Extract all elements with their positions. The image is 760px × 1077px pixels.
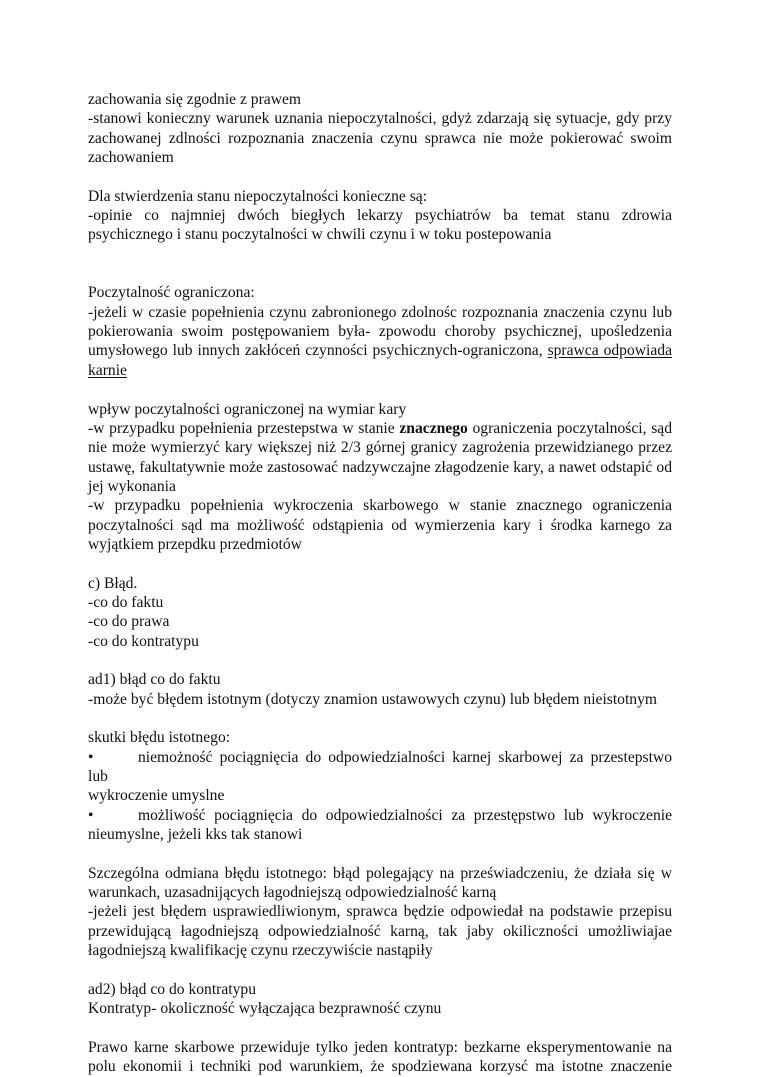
text-line: nieumyslne, jeżeli kks tak stanowi xyxy=(88,826,303,844)
paragraph xyxy=(88,303,672,380)
text-block xyxy=(88,980,672,1019)
text-line: nie może wymierzyć kary większej niż 2/3 górnej granicy zagrożenia przewidzianego przez xyxy=(88,439,672,457)
text-block xyxy=(88,187,672,245)
text-line: łagodniejszą kwalifikację czynu rzeczywiście nastąpiły xyxy=(88,942,433,960)
text-line xyxy=(88,341,672,360)
text-line xyxy=(88,748,672,787)
text-line xyxy=(88,361,672,380)
text-block xyxy=(88,283,672,380)
paragraph xyxy=(88,690,672,709)
text-span: -w przypadku popełnienia przestepstwa w stanie xyxy=(88,419,400,437)
text-line: polu ekonomii i techniki pod warunkiem, że spodziewana korzysć ma istotne znaczenie xyxy=(88,1058,672,1076)
text-line: Dla stwierdzenia stanu niepoczytalności konieczne są: xyxy=(88,187,428,205)
text-block xyxy=(88,864,672,961)
paragraph xyxy=(88,980,672,999)
underlined-text: sprawca odpowiada xyxy=(547,342,672,360)
text-line: przewidującą łagodniejszą odpowiedzialność karną, tak jaby okiliczności umożliwiajae xyxy=(88,922,672,940)
text-line: ustawę, fakultatywnie może zastosować nadzywczajne złagodzenie kary, a nawet odstapić od xyxy=(88,458,672,476)
paragraph xyxy=(88,206,672,245)
text-line: c) Błąd. xyxy=(88,574,138,592)
text-block xyxy=(88,400,672,555)
paragraph xyxy=(88,400,672,419)
paragraph xyxy=(88,90,672,109)
text-line: jej wykonania xyxy=(88,477,176,495)
text-line: wykroczenie umyslne xyxy=(88,787,225,805)
text-line xyxy=(88,419,672,438)
text-block xyxy=(88,90,672,167)
paragraph xyxy=(88,1038,672,1077)
paragraph xyxy=(88,864,672,903)
text-line: -stanowi konieczny warunek uznania niepoczytalności, gdyż zdarzają się sytuacje, gdy przy xyxy=(88,110,672,128)
paragraph xyxy=(88,999,672,1018)
text-line: Poczytalność ograniczona: xyxy=(88,284,255,302)
text-line: -jeżeli jest błędem usprawiedliwionym, sprawca będzie odpowiedał na podstawie przepisu xyxy=(88,903,672,921)
text-line: -co do prawa xyxy=(88,613,170,631)
paragraph xyxy=(88,593,672,612)
paragraph xyxy=(88,496,672,554)
text-line: skutki błędu istotnego: xyxy=(88,729,231,747)
paragraph xyxy=(88,419,672,496)
bold-text: znacznego xyxy=(399,419,468,437)
text-line: -co do faktu xyxy=(88,593,164,611)
paragraph xyxy=(88,728,672,747)
text-block xyxy=(88,574,672,651)
text-line: Kontratyp- okoliczność wyłączająca bezprawność czynu xyxy=(88,1000,442,1018)
text-line: zachowania się zgodnie z prawem xyxy=(88,91,302,108)
text-block xyxy=(88,728,672,844)
text-line: -co do kontratypu xyxy=(88,632,199,650)
text-block xyxy=(88,670,672,709)
text-line: -opinie co najmniej dwóch biegłych lekarzy psychiatrów ba temat stanu zdrowia xyxy=(88,207,672,225)
text-line: ad1) błąd co do faktu xyxy=(88,671,221,689)
paragraph xyxy=(88,902,672,960)
text-line: psychicznego i stanu poczytalności w chwili czynu i w toku postepowania xyxy=(88,226,552,244)
text-line: -jeżeli w czasie popełnienia czynu zabronionego zdolnośc rozpoznania znaczenia czynu lub xyxy=(88,303,672,321)
paragraph xyxy=(88,632,672,651)
text-block xyxy=(88,1038,672,1077)
text-line: zachowanej zdlności rozpoznania znaczenia czynu sprawca nie może pokierować swoim xyxy=(88,129,672,147)
paragraph xyxy=(88,574,672,593)
bullet-icon: • xyxy=(88,748,94,766)
document-page xyxy=(88,90,672,1077)
text-line: ad2) błąd co do kontratypu xyxy=(88,980,257,998)
paragraph xyxy=(88,283,672,302)
text-line: -może być błędem istotnym (dotyczy znamion ustawowych czynu) lub błędem nieistotnym xyxy=(88,690,658,708)
paragraph xyxy=(88,806,672,845)
underlined-text: karnie xyxy=(88,361,127,379)
text-span: możliwość pociągnięcia do odpowiedzialności za przestępstwo lub wykroczenie xyxy=(138,806,672,824)
text-line: zachowaniem xyxy=(88,149,174,167)
text-line: warunkach, uzasadnijących łagodniejszą odpowiedzialność karną xyxy=(88,884,497,902)
text-span: niemożność pociągnięcia do odpowiedzialności karnej skarbowej za przestepstwo lub xyxy=(88,748,672,786)
text-line: Szczególna odmiana błędu istotnego: błąd polegający na przeświadczeniu, że działa się w xyxy=(88,864,672,882)
text-line: Prawo karne skarbowe przewiduje tylko jeden kontratyp: bezkarne eksperymentowanie na xyxy=(88,1038,672,1056)
bullet-icon: • xyxy=(88,806,94,824)
text-span: ograniczenia poczytalności, sąd xyxy=(467,419,672,437)
text-line xyxy=(88,806,672,825)
text-line: wpływ poczytalności ograniczonej na wymiar kary xyxy=(88,400,407,418)
paragraph xyxy=(88,109,672,167)
paragraph xyxy=(88,612,672,631)
paragraph xyxy=(88,748,672,806)
text-line: poczytalności sąd ma możliwość odstąpienia od wymierzenia kary i środka karnego za xyxy=(88,516,672,534)
text-line: -w przypadku popełnienia wykroczenia skarbowego w stanie znacznego ograniczenia xyxy=(88,497,672,515)
paragraph xyxy=(88,670,672,689)
text-line: pokierowania swoim postępowaniem była- zpowodu choroby psychicznej, upośledzenia xyxy=(88,323,672,341)
text-span: umysłowego lub innych zakłóceń czynności psychicznych-ograniczona, xyxy=(88,342,548,360)
text-line: wyjątkiem przepdku przedmiotów xyxy=(88,535,302,553)
paragraph xyxy=(88,187,672,206)
